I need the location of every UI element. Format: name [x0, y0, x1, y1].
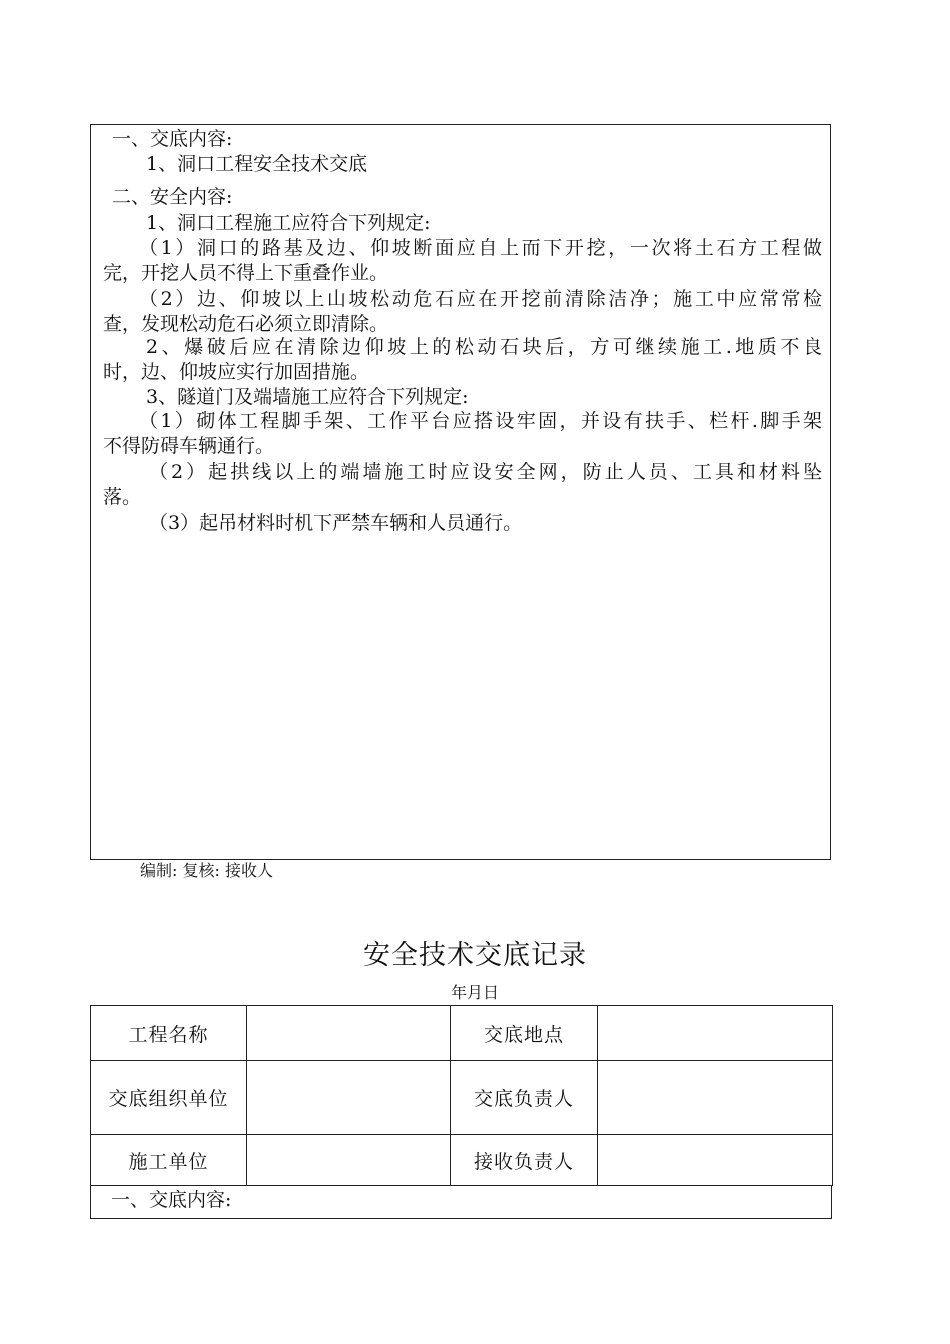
- responsible-person-label: 交底负责人: [451, 1061, 598, 1135]
- location-field[interactable]: [598, 1006, 833, 1061]
- paragraph: （2）起拱线以上的端墙施工时应设安全网，防止人员、工具和材料坠: [149, 461, 822, 483]
- paragraph: （2）边、仰坡以上山坡松动危石应在开挖前清除洁净；施工中应常常检: [139, 288, 822, 310]
- section1-heading: 一、交底内容:: [112, 128, 233, 150]
- paragraph: 完，开挖人员不得上下重叠作业。: [103, 262, 389, 284]
- location-label: 交底地点: [451, 1006, 598, 1061]
- construction-unit-field[interactable]: [247, 1135, 451, 1186]
- paragraph: 查，发现松动危石必须立即清除。: [103, 313, 389, 335]
- paragraph: 不得防碍车辆通行。: [103, 435, 275, 457]
- paragraph: （3）起吊材料时机下严禁车辆和人员通行。: [149, 512, 523, 534]
- section1-heading: 一、交底内容:: [111, 1189, 232, 1211]
- organizing-unit-label: 交底组织单位: [91, 1061, 247, 1135]
- date-line: 年月日: [450, 983, 499, 1002]
- receiver-field[interactable]: [598, 1135, 833, 1186]
- table-row: [91, 1061, 833, 1135]
- project-name-field[interactable]: [247, 1006, 451, 1061]
- paragraph: 2、爆破后应在清除边仰坡上的松动石块后，方可继续施工.地质不良: [146, 336, 822, 358]
- document-title: 安全技术交底记录: [363, 940, 587, 971]
- paragraph: 时，边、仰坡应实行加固措施。: [103, 361, 370, 383]
- signature-line: 编制: 复核: 接收人: [140, 861, 273, 880]
- briefing-content-row: [90, 1185, 832, 1219]
- section1-item: 1、洞口工程安全技术交底: [146, 153, 368, 175]
- briefing-content-box: [90, 124, 831, 860]
- section2-heading: 二、安全内容:: [112, 186, 233, 208]
- table-row: [91, 1006, 833, 1061]
- construction-unit-label: 施工单位: [91, 1135, 247, 1186]
- paragraph: 落。: [103, 486, 142, 508]
- table-row: [91, 1135, 833, 1186]
- organizing-unit-field[interactable]: [247, 1061, 451, 1135]
- paragraph: 3、隧道门及端墙施工应符合下列规定:: [146, 386, 469, 408]
- receiver-label: 接收负责人: [451, 1135, 598, 1186]
- briefing-info-table: [90, 1005, 833, 1186]
- paragraph: 1、洞口工程施工应符合下列规定:: [146, 212, 431, 234]
- paragraph: （1）洞口的路基及边、仰坡断面应自上而下开挖，一次将土石方工程做: [139, 237, 822, 259]
- responsible-person-field[interactable]: [598, 1061, 833, 1135]
- paragraph: （1）砌体工程脚手架、工作平台应搭设牢固，并设有扶手、栏杆.脚手架: [139, 410, 822, 432]
- project-name-label: 工程名称: [91, 1006, 247, 1061]
